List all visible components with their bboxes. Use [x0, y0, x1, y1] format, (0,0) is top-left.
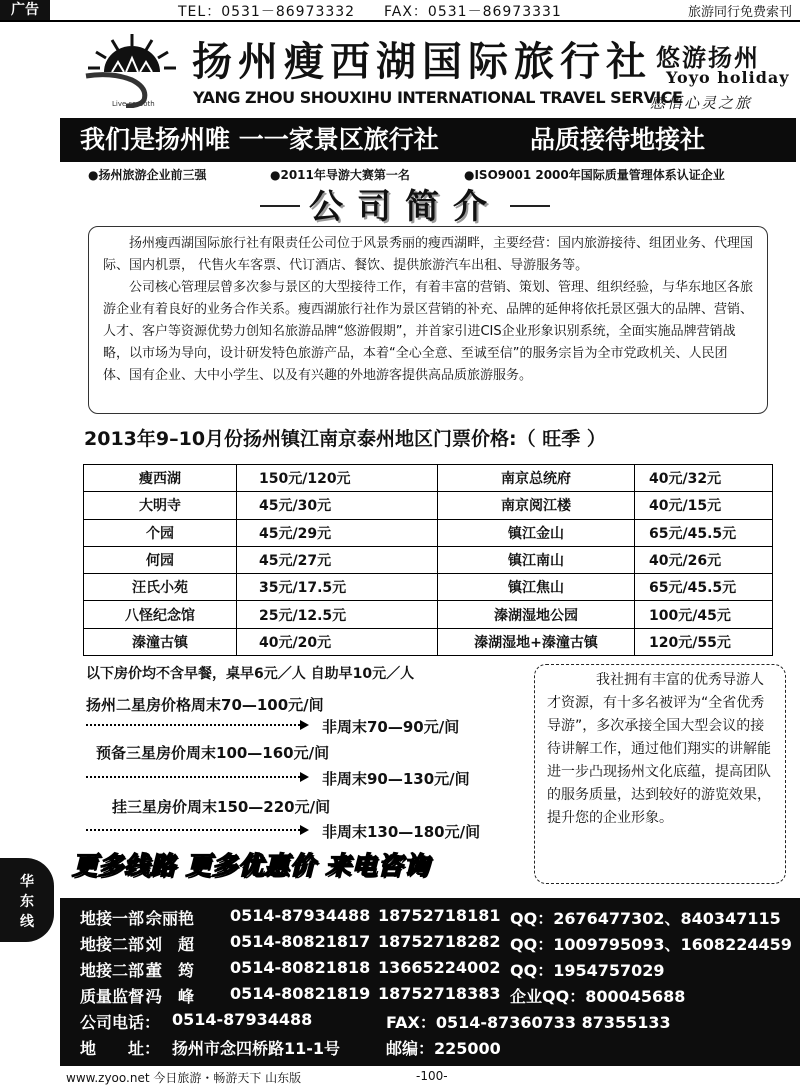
headline-banner: [60, 118, 796, 162]
attraction-name: 溱潼古镇: [84, 628, 237, 655]
tel-number: TEL：0531－86973332: [178, 4, 356, 20]
two-star-weekend: 扬州二星房价格周末70—100元/间: [86, 696, 324, 714]
company-name-en: YANG ZHOU SHOUXIHU INTERNATIONAL TRAVEL SERVICE: [193, 88, 683, 107]
attraction-name: 汪氏小苑: [84, 574, 237, 601]
intro-title: 公司简介: [296, 186, 514, 228]
price-row: [84, 574, 773, 601]
arrow-line: [86, 724, 300, 726]
brand-name-cn: 悠游扬州: [656, 43, 760, 72]
three-star-weekend: 挂三星房价周末150—220元/间: [112, 798, 331, 816]
ticket-price: 40元/26元: [635, 546, 773, 573]
contact-name: 佘丽艳: [146, 909, 195, 928]
svg-text:Live smooth: Live smooth: [112, 100, 155, 108]
side-tab-east-china: [0, 858, 54, 942]
ticket-price: 150元/120元: [237, 465, 438, 492]
price-row: [84, 546, 773, 573]
intro-box: [88, 226, 768, 414]
zip-code: 邮编：225000: [386, 1039, 501, 1058]
contact-qq: QQ：2676477302、840347115: [510, 909, 781, 928]
ticket-price: 40元/15元: [635, 492, 773, 519]
footer-site: www.zyoo.net 今日旅游・畅游天下 山东版: [66, 1071, 302, 1085]
fax-number: FAX：0531－86973331: [384, 4, 562, 20]
company-phone-label: 公司电话：: [80, 1013, 161, 1032]
address: 扬州市念四桥路11-1号: [172, 1039, 341, 1058]
attraction-name: 大明寺: [84, 492, 237, 519]
arrow-head-icon: [300, 720, 309, 730]
hotel-note: 以下房价均不含早餐，桌早6元／人 自助早10元／人: [86, 666, 415, 682]
company-fax: FAX：0514-87360733 87355133: [386, 1013, 671, 1032]
ticket-price: 45元/27元: [237, 546, 438, 573]
attraction-name: 瘦西湖: [84, 465, 237, 492]
price-row: [84, 519, 773, 546]
contact-mobile: 18752718282: [378, 932, 501, 951]
award-item: ●2011年导游大赛第一名: [270, 168, 410, 182]
contacts-panel: [60, 898, 800, 1066]
pre-three-star-weekday: 非周末90—130元/间: [322, 770, 470, 788]
banner-text-2: 品质接待地接社: [530, 125, 706, 154]
intro-paragraph: 扬州瘦西湖国际旅行社有限责任公司位于风景秀丽的瘦西湖畔，主要经营：国内旅游接待、组团业务、代理国际、国内机票， 代售火车客票、代订酒店、餐饮、提供旅游汽车出租、导游服务等。: [103, 236, 754, 273]
attraction-name: 八怪纪念馆: [84, 601, 237, 628]
attraction-name: 镇江金山: [438, 519, 635, 546]
brand-slogan: 感悟心灵之旅: [650, 94, 753, 112]
banner-text-1: 我们是扬州唯 一一家景区旅行社: [80, 125, 439, 154]
ticket-price: 40元/20元: [237, 628, 438, 655]
contact-name: 刘 超: [146, 935, 195, 954]
company-name-cn: 扬州瘦西湖国际旅行社: [192, 38, 652, 85]
price-row: [84, 492, 773, 519]
ticket-price: 25元/12.5元: [237, 601, 438, 628]
attraction-name: 个园: [84, 519, 237, 546]
price-row: [84, 465, 773, 492]
ad-label: 广告: [0, 0, 50, 20]
contact-role: 地接二部：: [80, 935, 161, 954]
contact-qq: QQ：1009795093、1608224459: [510, 935, 792, 954]
contact-phone: 0514-80821819: [230, 984, 371, 1003]
attraction-name: 南京阅江楼: [438, 492, 635, 519]
arrow-head-icon: [300, 825, 309, 835]
attraction-name: 南京总统府: [438, 465, 635, 492]
attraction-name: 镇江焦山: [438, 574, 635, 601]
ticket-price: 35元/17.5元: [237, 574, 438, 601]
award-item: ●扬州旅游企业前三强: [88, 168, 207, 182]
ticket-price: 45元/29元: [237, 519, 438, 546]
contact-role: 地接二部：: [80, 961, 161, 980]
contact-qq: 企业QQ：800045688: [510, 987, 686, 1006]
ticket-price: 120元/55元: [635, 628, 773, 655]
contact-name: 冯 峰: [146, 987, 195, 1006]
two-star-weekday: 非周末70—90元/间: [322, 718, 460, 736]
ticket-price: 100元/45元: [635, 601, 773, 628]
attraction-name: 溱湖湿地+溱潼古镇: [438, 628, 635, 655]
ticket-price: 45元/30元: [237, 492, 438, 519]
guide-text: 我社拥有丰富的优秀导游人才资源，有十多名被评为“全省优秀导游”，多次承接全国大型会议的接待讲解工作，通过他们翔实的讲解能进一步凸现扬州文化底蕴，提高团队的服务质量，达到较好的游览效果，提升您的企业形象。: [547, 672, 771, 826]
attraction-name: 镇江南山: [438, 546, 635, 573]
index-label: 旅游同行免费索刊: [687, 5, 792, 20]
contact-mobile: 18752718181: [378, 906, 501, 925]
company-logo: [82, 28, 182, 108]
side-tab-label: 华东线: [20, 874, 34, 930]
contact-name: 董 筠: [146, 961, 195, 980]
page-number: -100-: [416, 1069, 448, 1083]
ticket-price: 65元/45.5元: [635, 519, 773, 546]
price-row: [84, 601, 773, 628]
promo-slogan: 更多线路 更多优惠价 来电咨询: [72, 851, 430, 880]
attraction-name: 何园: [84, 546, 237, 573]
pre-three-star-weekend: 预备三星房价周末100—160元/间: [96, 744, 330, 762]
contact-phone: 0514-80821818: [230, 958, 371, 977]
ticket-price: 40元/32元: [635, 465, 773, 492]
price-row: [84, 628, 773, 655]
brand-name-en: Yoyo holiday: [666, 68, 790, 87]
contact-phone: 0514-87934488: [230, 906, 371, 925]
contact-mobile: 13665224002: [378, 958, 501, 977]
contact-qq: QQ：1954757029: [510, 961, 665, 980]
award-item: ●ISO9001 2000年国际质量管理体系认证企业: [464, 168, 725, 182]
contact-mobile: 18752718383: [378, 984, 501, 1003]
address-label: 地 址：: [80, 1039, 161, 1058]
intro-paragraph: 公司核心管理层曾多次参与景区的大型接待工作，有着丰富的营销、策划、管理、组织经验，与华东地区各旅游企业有着良好的业务合作关系。瘦西湖旅行社作为景区营销的补充、品牌的延伸将依托景区强大的品牌、营销、人才、客户等资源优势力创知名旅游品牌“悠游假期”，并首家引进CIS企业形象识别系统，全面实施品牌营销战略，以市场为导向，设计研发特色旅游产品，本着“全心全意、至诚至信”的服务宗旨为全市党政机关、人民团体、国有企业、大中小学生、以及有兴趣的外地游客提供高品质旅游服务。: [103, 280, 754, 383]
attraction-name: 溱湖湿地公园: [438, 601, 635, 628]
price-title: 2013年9–10月份扬州镇江南京泰州地区门票价格:（ 旺季 ）: [84, 428, 606, 450]
arrow-head-icon: [300, 772, 309, 782]
guide-info-box: [534, 664, 786, 884]
contact-phone: 0514-80821817: [230, 932, 371, 951]
price-table: [83, 464, 773, 656]
three-star-weekday: 非周末130—180元/间: [322, 823, 481, 841]
ticket-price: 65元/45.5元: [635, 574, 773, 601]
contact-role: 地接一部：: [80, 909, 161, 928]
arrow-line: [86, 776, 300, 778]
contact-role: 质量监督：: [80, 987, 161, 1006]
company-phone: 0514-87934488: [172, 1010, 313, 1029]
arrow-line: [86, 829, 300, 831]
